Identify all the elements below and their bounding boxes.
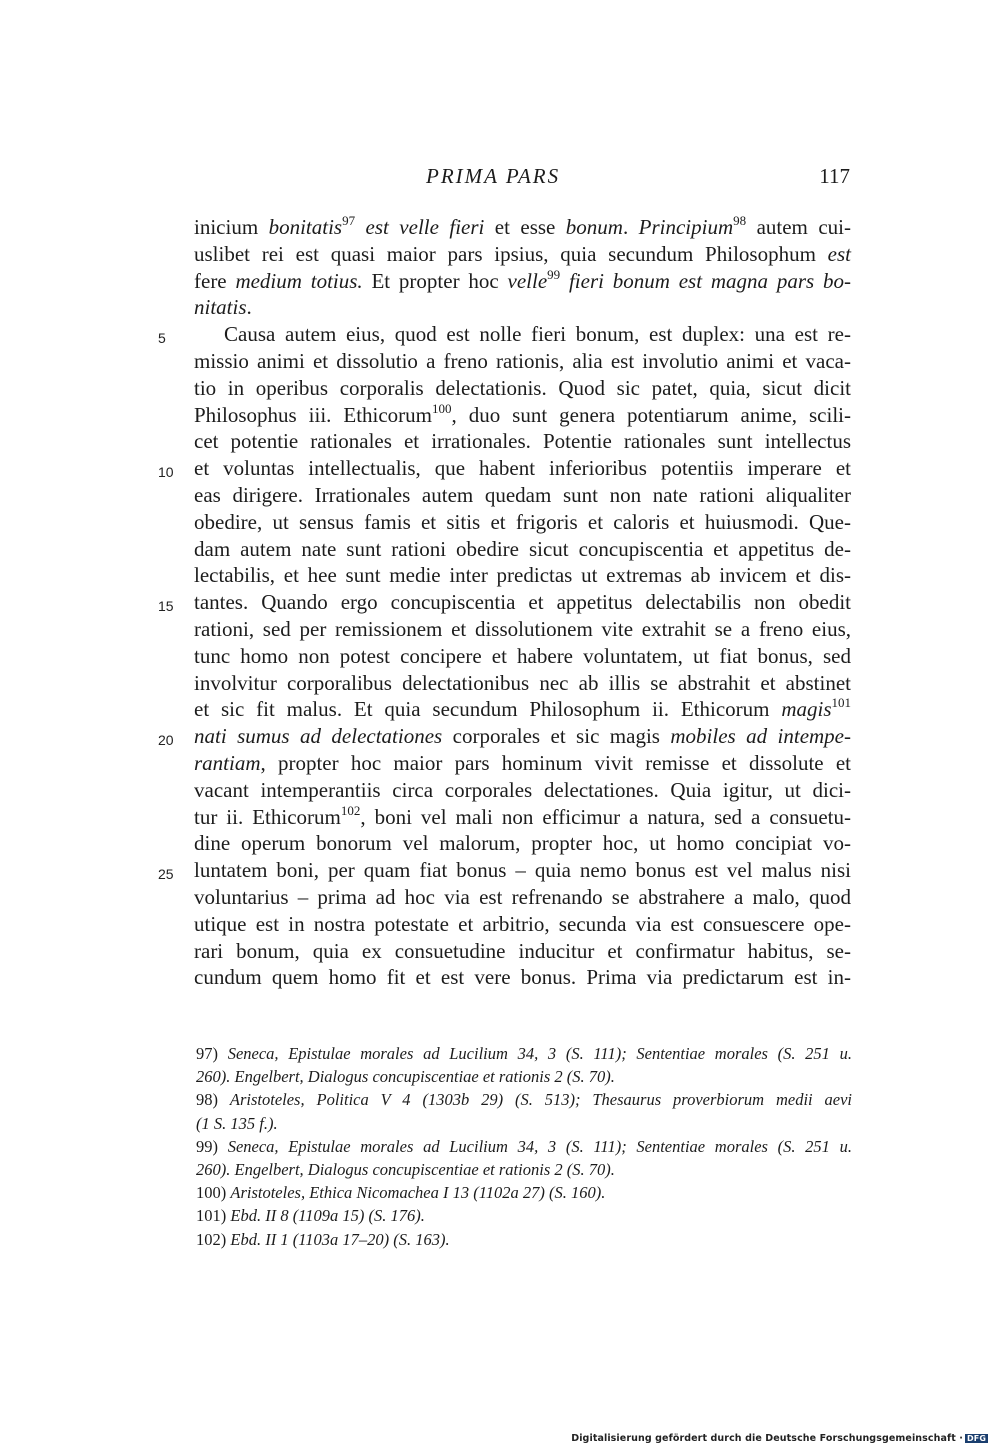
dfg-logo-icon: DFG bbox=[967, 1434, 986, 1443]
text-line-28: rari bonum, quia ex consuetudine inducitur et confirmatur habitus, se- bbox=[194, 938, 851, 963]
footnote-99-cont: 260). Engelbert, Dialogus concupiscentiae et rationis 2 (S. 70). bbox=[196, 1160, 615, 1180]
text-line-5: Causa autem eius, quod est nolle fieri bonum, est duplex: una est re- bbox=[224, 322, 851, 347]
line-number-25: 25 bbox=[158, 866, 174, 882]
text-line-11: eas dirigere. Irrationales autem quedam sunt non nate rationi aliqualiter bbox=[194, 482, 851, 507]
footnote-99: 99) Seneca, Epistulae morales ad Lucilium 34, 3 (S. 111); Sententiae morales (S. 251 u. bbox=[196, 1136, 852, 1156]
running-header-title: PRIMA PARS bbox=[426, 164, 561, 188]
text-line-22: vacant intemperantiis circa corporales delectationes. Quia igitur, ut dici- bbox=[194, 777, 851, 802]
text-line-4: nitatis. bbox=[194, 295, 252, 320]
text-line-12: obedire, ut sensus famis et sitis et frigoris et caloris et huiusmodi. Que- bbox=[194, 509, 851, 534]
line-number-5: 5 bbox=[158, 330, 166, 346]
text-line-19: et sic fit malus. Et quia secundum Philosophum ii. Ethicorum magis$^{101}$ bbox=[194, 695, 851, 722]
text-line-3: fere medium totius. Et propter hoc velle$^{99}$ fieri bonum est magna pars bo- bbox=[194, 266, 851, 293]
line-number-10: 10 bbox=[158, 464, 174, 480]
text-line-29: cundum quem homo fit et est vere bonus. Prima via predictarum est in- bbox=[194, 965, 851, 990]
text-line-25: luntatem boni, per quam fiat bonus – quia nemo bonus est vel malus nisi bbox=[194, 858, 851, 883]
main-text bbox=[194, 214, 851, 991]
text-line-10: et voluntas intellectualis, que habent inferioribus potentiis imperare et bbox=[194, 456, 851, 481]
text-line-8: Philosophus iii. Ethicorum$^{100}$, duo sunt genera potentiarum anime, scili- bbox=[194, 400, 851, 427]
text-line-6: missio animi et dissolutio a freno rationis, alia est involutio animi et vaca- bbox=[194, 348, 851, 373]
text-line-15: tantes. Quando ergo concupiscentia et appetitus delectabilis non obedit bbox=[194, 590, 851, 615]
text-line-1: inicium bonitatis$^{97}$ est velle fieri et esse bonum. Principium$^{98}$ autem cui- bbox=[194, 213, 851, 239]
text-line-18: involvitur corporalibus delectationibus nec ab illis se abstrahit et abstinet bbox=[194, 670, 851, 695]
footnote-97-cont: 260). Engelbert, Dialogus concupiscentiae et rationis 2 (S. 70). bbox=[196, 1067, 615, 1087]
footnote-101: 101) Ebd. II 8 (1109a 15) (S. 176). bbox=[196, 1206, 425, 1226]
footnote-98-cont: (1 S. 135 f.). bbox=[196, 1113, 278, 1133]
text-line-13: dam autem nate sunt rationi obedire sicut concupiscentia et appetitus de- bbox=[194, 536, 851, 561]
text-line-26: voluntarius – prima ad hoc via est refrenando se abstrahere a malo, quod bbox=[194, 884, 851, 909]
text-line-7: tio in operibus corporalis delectationis. Quod sic patet, quia, sicut dicit bbox=[194, 375, 851, 400]
line-number-20: 20 bbox=[158, 732, 174, 748]
text-line-9: cet potentie rationales et irrationales. Potentie rationales sunt intellectus bbox=[194, 429, 851, 454]
footnote-98: 98) Aristoteles, Politica V 4 (1303b 29) (S. 513); Thesaurus proverbiorum medii aevi bbox=[196, 1090, 853, 1110]
text-line-27: utique est in nostra potestate et arbitrio, secunda via est consuescere ope- bbox=[194, 911, 851, 936]
footnotes bbox=[196, 1042, 852, 1251]
digitization-credit: Digitalisierung gefördert durch die Deutsche Forschungsgemeinschaft · DFG bbox=[571, 1433, 986, 1444]
text-line-16: rationi, sed per remissionem et dissolutionem vite extrahit se a freno eius, bbox=[194, 616, 851, 641]
footnote-97: 97) Seneca, Epistulae morales ad Lucilium 34, 3 (S. 111); Sententiae morales (S. 251 u. bbox=[196, 1044, 852, 1063]
text-line-20: nati sumus ad delectationes corporales et sic magis mobiles ad intempe- bbox=[194, 724, 851, 749]
text-line-23: tur ii. Ethicorum$^{102}$, boni vel mali non efficimur a natura, sed a consuetu- bbox=[194, 802, 851, 829]
text-line-17: tunc homo non potest concipere et habere voluntatem, ut fiat bonus, sed bbox=[194, 643, 851, 668]
text-line-24: dine operum bonorum vel malorum, propter hoc, ut homo concipiat vo- bbox=[194, 831, 851, 856]
line-number-15: 15 bbox=[158, 598, 174, 614]
footnote-100: 100) Aristoteles, Ethica Nicomachea I 13 (1102a 27) (S. 160). bbox=[196, 1183, 606, 1203]
text-line-2: uslibet rei est quasi maior pars ipsius, quia secundum Philosophum est bbox=[194, 241, 851, 266]
text-line-14: lectabilis, et hee sunt medie inter predictas ut extremas ab invicem et dis- bbox=[194, 563, 851, 588]
page-number: 117 bbox=[819, 164, 850, 188]
footnote-102: 102) Ebd. II 1 (1103a 17–20) (S. 163). bbox=[196, 1229, 450, 1249]
text-line-21: rantiam, propter hoc maior pars hominum vivit remisse et dissolute et bbox=[194, 750, 851, 775]
